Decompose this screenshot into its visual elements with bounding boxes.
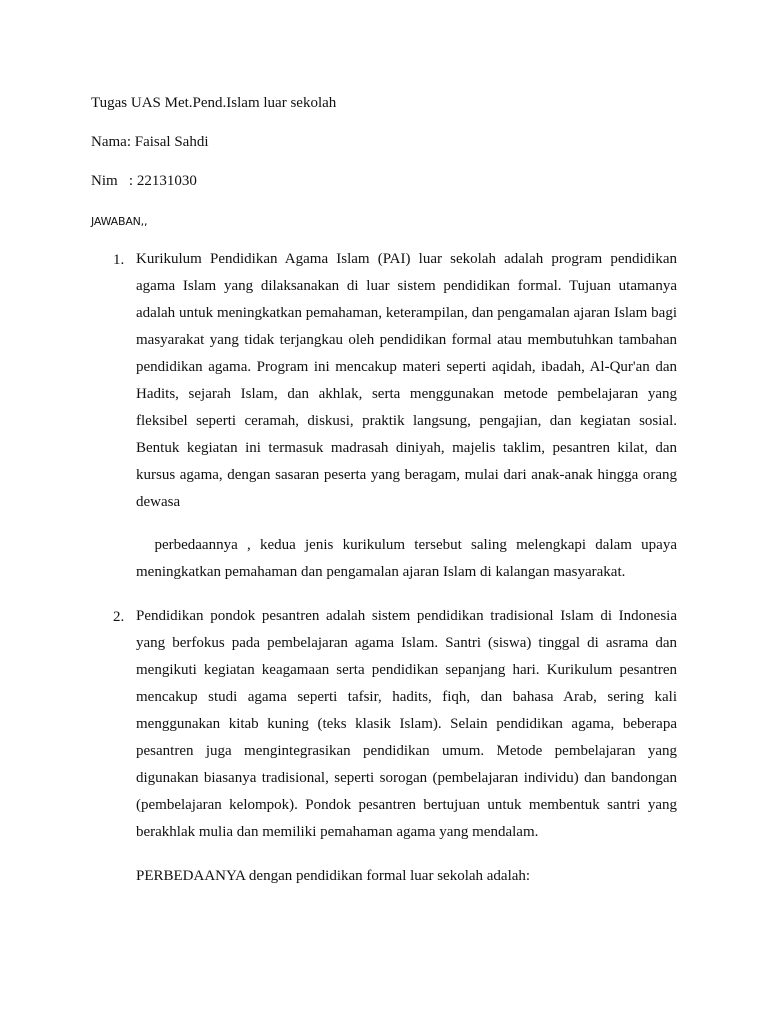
document-title: Tugas UAS Met.Pend.Islam luar sekolah <box>91 95 337 111</box>
answer-2-paragraph: Pendidikan pondok pesantren adalah sistem pendidikan tradisional Islam di Indonesia yang berfokus pada pembelajaran agama Islam. Santri (siswa) tinggal di asrama dan mengikuti kegiatan keagamaan serta pendidikan sepanjang hari. Kurikulum pesantren mencakup studi agama seperti tafsir, hadits, fiqh, dan bahasa Arab, sering kali menggunakan kitab kuning (teks klasik Islam). Selain pendidikan agama, beberapa pesantren juga mengintegrasikan pendidikan umum. Metode pembelajaran yang digunakan biasanya tradisional, seperti sorogan (pembelajaran individu) dan bandongan (pembelajaran kelompok). Pondok pesantren bertujuan untuk membentuk santri yang berakhlak mulia dan memiliki pemahaman agama yang mendalam. <box>136 608 677 840</box>
answer-2-followup: PERBEDAANYA dengan pendidikan formal luar sekolah adalah: <box>136 868 531 884</box>
answer-1-followup: perbedaannya , kedua jenis kurikulum tersebut saling melengkapi dalam upaya meningkatkan pemahaman dan pengamalan ajaran Islam di kalangan masyarakat. <box>136 537 681 580</box>
student-name: Nama: Faisal Sahdi <box>91 134 209 150</box>
list-number-1: 1. <box>113 252 125 268</box>
student-nim: Nim : 22131030 <box>91 173 197 189</box>
answer-heading: JAWABAN,, <box>91 215 148 228</box>
answer-1-paragraph: Kurikulum Pendidikan Agama Islam (PAI) luar sekolah adalah program pendidikan agama Islam yang dilaksanakan di luar sistem pendidikan formal. Tujuan utamanya adalah untuk meningkatkan pemahaman, keterampilan, dan pengamalan ajaran Islam bagi masyarakat yang tidak terjangkau oleh pendidikan formal atau membutuhkan tambahan pendidikan agama. Program ini mencakup materi seperti aqidah, ibadah, Al-Qur'an dan Hadits, sejarah Islam, dan akhlak, serta menggunakan metode pembelajaran yang fleksibel seperti ceramah, diskusi, praktik langsung, pengajian, dan kegiatan sosial. Bentuk kegiatan ini termasuk madrasah diniyah, majelis taklim, pesantren kilat, dan kursus agama, dengan sasaran peserta yang beragam, mulai dari anak-anak hingga orang dewasa <box>136 251 677 510</box>
list-number-2: 2. <box>113 609 125 625</box>
